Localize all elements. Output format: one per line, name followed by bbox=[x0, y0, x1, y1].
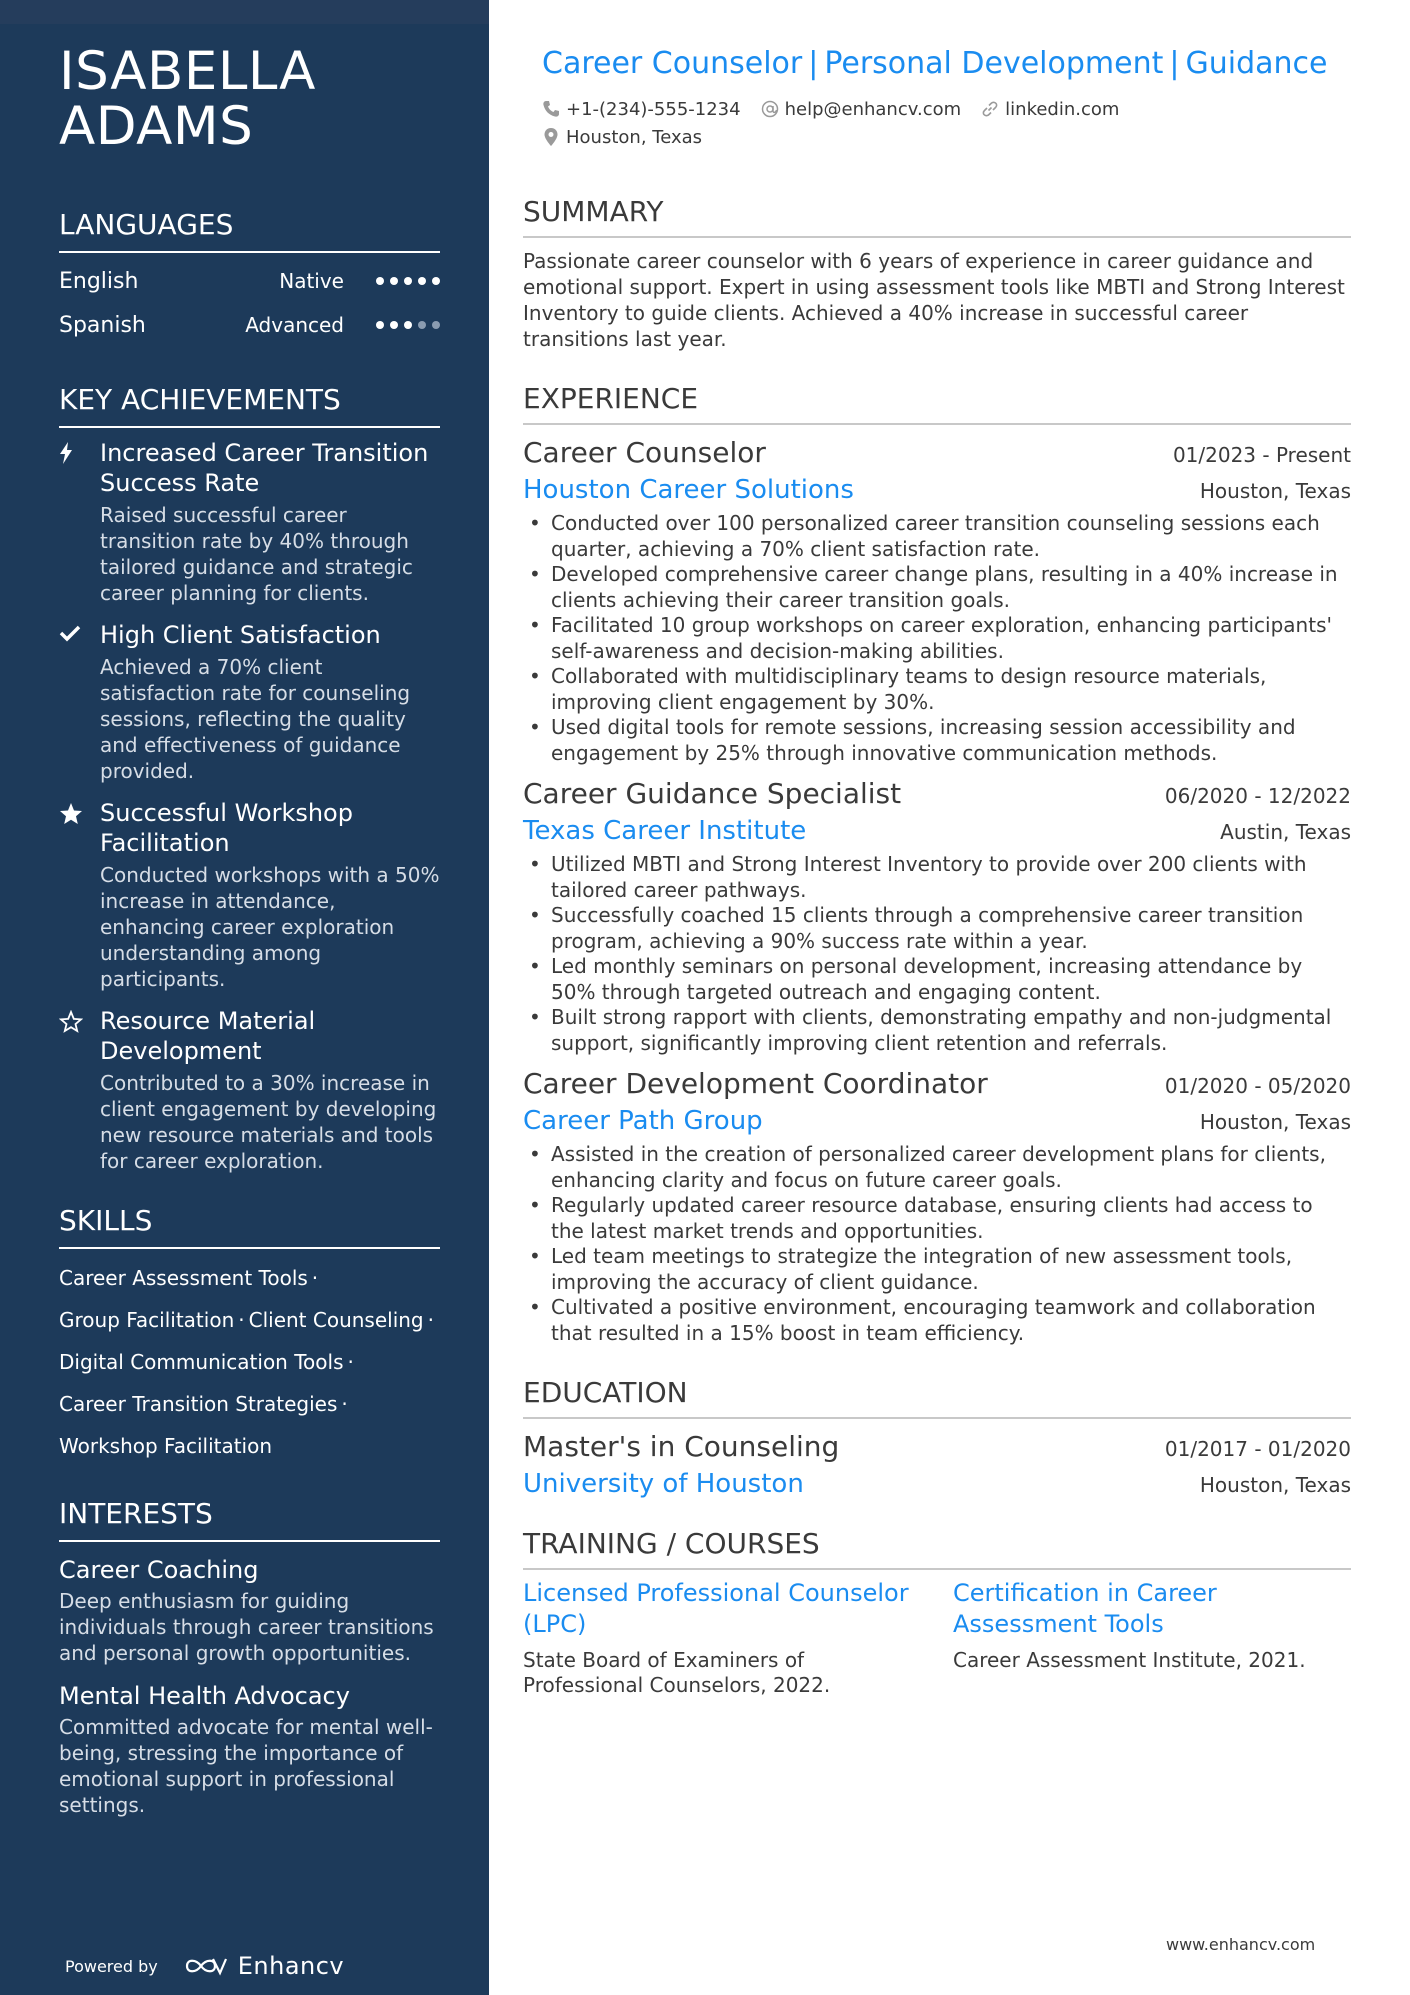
phone-icon bbox=[542, 100, 566, 118]
skills-heading: SKILLS bbox=[59, 1204, 440, 1249]
powered-by-label: Powered by bbox=[65, 1956, 158, 1976]
achievement-title: High Client Satisfaction bbox=[100, 621, 381, 649]
achievements-heading: KEY ACHIEVEMENTS bbox=[59, 383, 440, 428]
achievement-item bbox=[59, 798, 440, 992]
location-pin-icon bbox=[542, 127, 566, 147]
interest-title: Mental Health Advocacy bbox=[59, 1682, 350, 1710]
job-entry bbox=[523, 776, 1351, 1056]
job-title: Career Counselor bbox=[523, 436, 766, 469]
interest-description: Deep enthusiasm for guiding individuals through career transitions and personal growth opportunities. bbox=[59, 1589, 434, 1665]
dot-filled bbox=[376, 277, 384, 285]
job-bullet: • Conducted over 100 personalized career transition counseling sessions each quarter, achieving a 70% client satisfaction rate. bbox=[523, 511, 1351, 562]
education-entry bbox=[523, 1429, 1351, 1501]
phone-number: +1-(234)-555-1234 bbox=[566, 98, 741, 120]
company-name: Texas Career Institute bbox=[523, 816, 807, 846]
job-title: Career Guidance Specialist bbox=[523, 777, 902, 810]
location-text: Houston, Texas bbox=[566, 126, 703, 148]
job-dates: 01/2020 - 05/2020 bbox=[1164, 1074, 1351, 1098]
school-name: University of Houston bbox=[523, 1469, 804, 1499]
achievement-description: Conducted workshops with a 50% increase in attendance, enhancing career exploration understanding among participants. bbox=[100, 863, 440, 991]
job-bullet: • Collaborated with multidisciplinary teams to design resource materials, improving client engagement by 30%. bbox=[523, 664, 1351, 715]
skill-row bbox=[59, 1425, 440, 1467]
contact-location bbox=[542, 127, 702, 148]
course-item bbox=[953, 1578, 1351, 1698]
job-bullet: • Led monthly seminars on personal development, increasing attendance by 50% through targeted outreach and engaging content. bbox=[523, 954, 1351, 1005]
language-name: English bbox=[59, 268, 139, 294]
job-location: Austin, Texas bbox=[1220, 820, 1351, 844]
footer-url[interactable]: www.enhancv.com bbox=[1166, 1935, 1316, 1954]
proficiency-dots bbox=[376, 277, 440, 285]
achievement-title: Successful Workshop Facilitation bbox=[100, 799, 353, 857]
language-level: Advanced bbox=[245, 313, 344, 337]
achievement-title: Increased Career Transition Success Rate bbox=[100, 439, 429, 497]
headline-part: Personal Development bbox=[824, 46, 1164, 81]
skill-row bbox=[59, 1341, 440, 1383]
achievement-item bbox=[59, 620, 440, 784]
contact-phone[interactable] bbox=[542, 99, 741, 120]
language-level: Native bbox=[279, 269, 344, 293]
check-icon bbox=[59, 620, 100, 784]
enhancv-logo-icon bbox=[184, 1955, 228, 1977]
course-description: Career Assessment Institute, 2021. bbox=[953, 1648, 1306, 1672]
job-bullet: • Led team meetings to strategize the integration of new assessment tools, improving the accuracy of client guidance. bbox=[523, 1244, 1351, 1295]
job-bullet: • Built strong rapport with clients, demonstrating empathy and non-judgmental support, significantly improving client retention and referrals. bbox=[523, 1005, 1351, 1056]
candidate-name bbox=[59, 41, 440, 157]
name-line-first: ISABELLA bbox=[59, 41, 316, 102]
lightning-icon bbox=[59, 438, 100, 606]
interests-list bbox=[59, 1554, 440, 1818]
job-bullet: • Regularly updated career resource database, ensuring clients had access to the latest market trends and opportunities. bbox=[523, 1193, 1351, 1244]
skill-item: Career Transition Strategies bbox=[59, 1392, 338, 1416]
proficiency-dots bbox=[376, 321, 440, 329]
skill-separator: · bbox=[347, 1350, 354, 1374]
headline-separator: | bbox=[808, 46, 819, 81]
education-dates: 01/2017 - 01/2020 bbox=[1164, 1437, 1351, 1461]
interest-description: Committed advocate for mental well-being, stressing the importance of emotional support in professional settings. bbox=[59, 1715, 433, 1817]
company-name: Career Path Group bbox=[523, 1106, 763, 1136]
job-location: Houston, Texas bbox=[1199, 1110, 1351, 1134]
languages-list bbox=[59, 259, 440, 347]
sidebar-top-band bbox=[0, 0, 489, 24]
job-bullet: • Assisted in the creation of personalized career development plans for clients, enhancing clarity and focus on future career goals. bbox=[523, 1142, 1351, 1193]
job-bullets bbox=[523, 852, 1351, 1056]
achievement-title: Resource Material Development bbox=[100, 1007, 316, 1065]
job-bullet: • Used digital tools for remote sessions, increasing session accessibility and engagement by 25% through innovative communication methods. bbox=[523, 715, 1351, 766]
dot-empty bbox=[432, 321, 440, 329]
headline-separator: | bbox=[1169, 46, 1180, 81]
dot-filled bbox=[404, 321, 412, 329]
interest-title: Career Coaching bbox=[59, 1556, 259, 1584]
languages-heading: LANGUAGES bbox=[59, 208, 440, 253]
skill-item: Group Facilitation bbox=[59, 1308, 235, 1332]
achievements-list bbox=[59, 438, 440, 1174]
headline-part: Career Counselor bbox=[542, 46, 803, 81]
skill-row bbox=[59, 1257, 440, 1299]
skill-item: Digital Communication Tools bbox=[59, 1350, 344, 1374]
job-location: Houston, Texas bbox=[1199, 479, 1351, 503]
dot-filled bbox=[418, 277, 426, 285]
education-location: Houston, Texas bbox=[1199, 1473, 1351, 1497]
job-dates: 01/2023 - Present bbox=[1172, 443, 1351, 467]
headline bbox=[542, 46, 1351, 81]
course-item bbox=[523, 1578, 953, 1698]
headline-part: Guidance bbox=[1185, 46, 1328, 81]
contact-email[interactable] bbox=[761, 99, 962, 120]
skill-item: Client Counseling bbox=[248, 1308, 424, 1332]
achievement-description: Achieved a 70% client satisfaction rate for counseling sessions, reflecting the quality and effectiveness of guidance provided. bbox=[100, 655, 411, 783]
course-title: Licensed Professional Counselor (LPC) bbox=[523, 1579, 909, 1638]
job-dates: 06/2020 - 12/2022 bbox=[1164, 784, 1351, 808]
achievement-description: Raised successful career transition rate by 40% through tailored guidance and strategic career planning for clients. bbox=[100, 503, 413, 605]
interests-heading: INTERESTS bbox=[59, 1497, 440, 1542]
dot-empty bbox=[418, 321, 426, 329]
job-bullets bbox=[523, 1142, 1351, 1346]
dot-filled bbox=[376, 321, 384, 329]
contact-info bbox=[542, 95, 1351, 151]
interest-item bbox=[59, 1554, 440, 1666]
language-item bbox=[59, 259, 440, 303]
skill-item: Career Assessment Tools bbox=[59, 1266, 308, 1290]
job-bullet: • Cultivated a positive environment, encouraging teamwork and collaboration that resulted in a 15% boost in team efficiency. bbox=[523, 1295, 1351, 1346]
skills-list bbox=[59, 1257, 440, 1467]
job-bullet: • Successfully coached 15 clients through a comprehensive career transition program, achieving a 90% success rate within a year. bbox=[523, 903, 1351, 954]
degree-title: Master's in Counseling bbox=[523, 1430, 840, 1463]
powered-by bbox=[65, 1952, 344, 1980]
course-title: Certification in Career Assessment Tools bbox=[953, 1579, 1217, 1638]
language-item bbox=[59, 303, 440, 347]
achievement-description: Contributed to a 30% increase in client engagement by developing new resource materials and tools for career exploration. bbox=[100, 1071, 437, 1173]
job-bullet: • Developed comprehensive career change plans, resulting in a 40% increase in clients achieving their career transition goals. bbox=[523, 562, 1351, 613]
enhancv-brand: Enhancv bbox=[237, 1952, 345, 1980]
education-heading: EDUCATION bbox=[523, 1376, 1351, 1419]
job-entry bbox=[523, 1066, 1351, 1346]
sidebar-content bbox=[59, 41, 440, 1818]
skill-separator: · bbox=[341, 1392, 348, 1416]
dot-filled bbox=[390, 321, 398, 329]
language-name: Spanish bbox=[59, 312, 146, 338]
skill-row bbox=[59, 1299, 440, 1341]
skill-separator: · bbox=[427, 1308, 434, 1332]
achievement-item bbox=[59, 438, 440, 606]
contact-website[interactable] bbox=[981, 99, 1119, 120]
interest-item bbox=[59, 1680, 440, 1818]
job-title: Career Development Coordinator bbox=[523, 1067, 988, 1100]
dot-filled bbox=[432, 277, 440, 285]
link-icon bbox=[981, 100, 1005, 118]
experience-heading: EXPERIENCE bbox=[523, 382, 1351, 425]
dot-filled bbox=[390, 277, 398, 285]
main-content bbox=[523, 46, 1351, 1698]
achievement-item bbox=[59, 1006, 440, 1174]
skill-item: Workshop Facilitation bbox=[59, 1434, 273, 1458]
job-bullets bbox=[523, 511, 1351, 766]
email-address: help@enhancv.com bbox=[784, 98, 962, 120]
name-line-last: ADAMS bbox=[59, 96, 254, 157]
job-entry bbox=[523, 435, 1351, 766]
star-outline-icon bbox=[59, 1006, 100, 1174]
job-bullet: • Facilitated 10 group workshops on career exploration, enhancing participants' self-awareness and decision-making abilities. bbox=[523, 613, 1351, 664]
at-icon bbox=[761, 100, 785, 118]
website-url: linkedin.com bbox=[1005, 98, 1120, 120]
job-bullet: • Utilized MBTI and Strong Interest Inventory to provide over 200 clients with tailored career pathways. bbox=[523, 852, 1351, 903]
course-description: State Board of Examiners of Professional Counselors, 2022. bbox=[523, 1648, 831, 1697]
training-heading: TRAINING / COURSES bbox=[523, 1527, 1351, 1570]
skill-separator: · bbox=[311, 1266, 319, 1290]
skill-row bbox=[59, 1383, 440, 1425]
dot-filled bbox=[404, 277, 412, 285]
sidebar bbox=[0, 0, 489, 1995]
star-filled-icon bbox=[59, 798, 100, 992]
summary-text: Passionate career counselor with 6 years of experience in career guidance and emotional support. Expert in using assessment tools like MBTI and Strong Interest Inventory to guide clients. Achieved a 40% increase in successful career transitions last year. bbox=[523, 249, 1345, 351]
company-name: Houston Career Solutions bbox=[523, 475, 854, 505]
skill-separator: · bbox=[238, 1308, 245, 1332]
courses-list bbox=[523, 1578, 1351, 1698]
summary-heading: SUMMARY bbox=[523, 195, 1351, 238]
